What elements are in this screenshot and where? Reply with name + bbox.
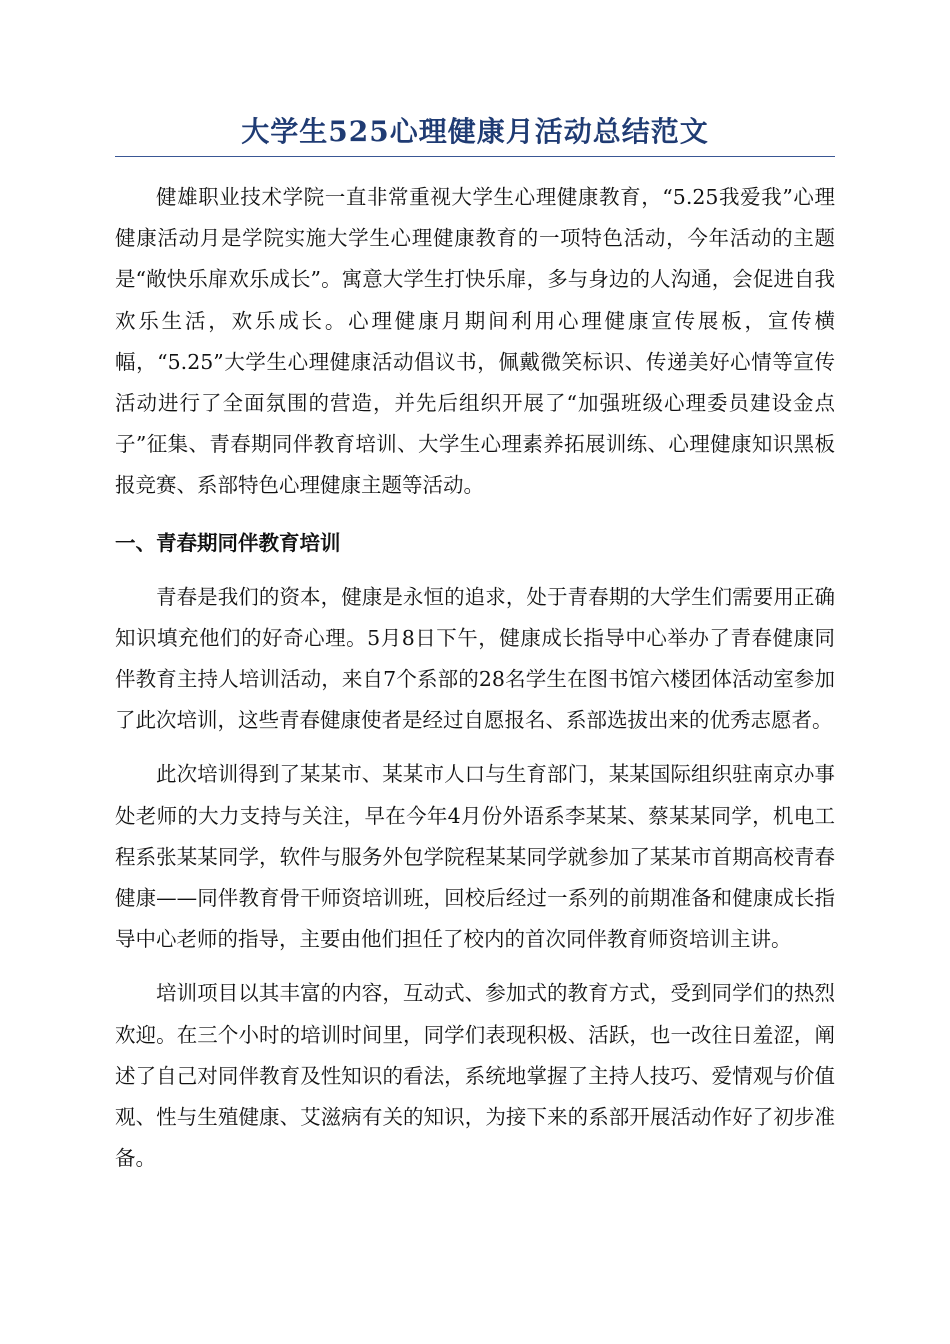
section1-paragraph-2: 此次培训得到了某某市、某某市人口与生育部门，某某国际组织驻南京办事处老师的大力支持与关注，早在今年4月份外语系李某某、蔡某某同学，机电工程系张某某同学，软件与服务外包学院程某某同学就参加了某某市首期高校青春健康——同伴教育骨干师资培训班，回校后经过一系列的前期准备和健康成长指导中心老师的指导，主要由他们担任了校内的首次同伴教育师资培训主讲。 (115, 762, 835, 952)
section1-paragraph-3: 培训项目以其丰富的内容，互动式、参加式的教育方式，受到同学们的热烈欢迎。在三个小时的培训时间里，同学们表现积极、活跃，也一改往日羞涩，阐述了自己对同伴教育及性知识的看法，系统地掌握了主持人技巧、爱情观与价值观、性与生殖健康、艾滋病有关的知识，为接下来的系部开展活动作好了初步准备。 (115, 981, 835, 1171)
section-heading-1: 一、青春期同伴教育培训 (115, 530, 341, 555)
document-page (115, 110, 835, 1179)
document-title: 大学生525心理健康月活动总结范文 (115, 110, 835, 157)
section1-paragraph-1: 青春是我们的资本，健康是永恒的追求，处于青春期的大学生们需要用正确知识填充他们的好奇心理。5月8日下午，健康成长指导中心举办了青春健康同伴教育主持人培训活动，来自7个系部的28名学生在图书馆六楼团体活动室参加了此次培训，这些青春健康使者是经过自愿报名、系部选拔出来的优秀志愿者。 (115, 584, 835, 733)
intro-paragraph: 健雄职业技术学院一直非常重视大学生心理健康教育，“5.25我爱我”心理健康活动月是学院实施大学生心理健康教育的一项特色活动，今年活动的主题是“敞快乐扉欢乐成长”。寓意大学生打快乐扉，多与身边的人沟通，会促进自我欢乐生活，欢乐成长。心理健康月期间利用心理健康宣传展板，宣传横幅，“5.25”大学生心理健康活动倡议书，佩戴微笑标识、传递美好心情等宣传活动进行了全面氛围的营造，并先后组织开展了“加强班级心理委员建设金点子”征集、青春期同伴教育培训、大学生心理素养拓展训练、心理健康知识黑板报竞赛、系部特色心理健康主题等活动。 (115, 185, 835, 498)
